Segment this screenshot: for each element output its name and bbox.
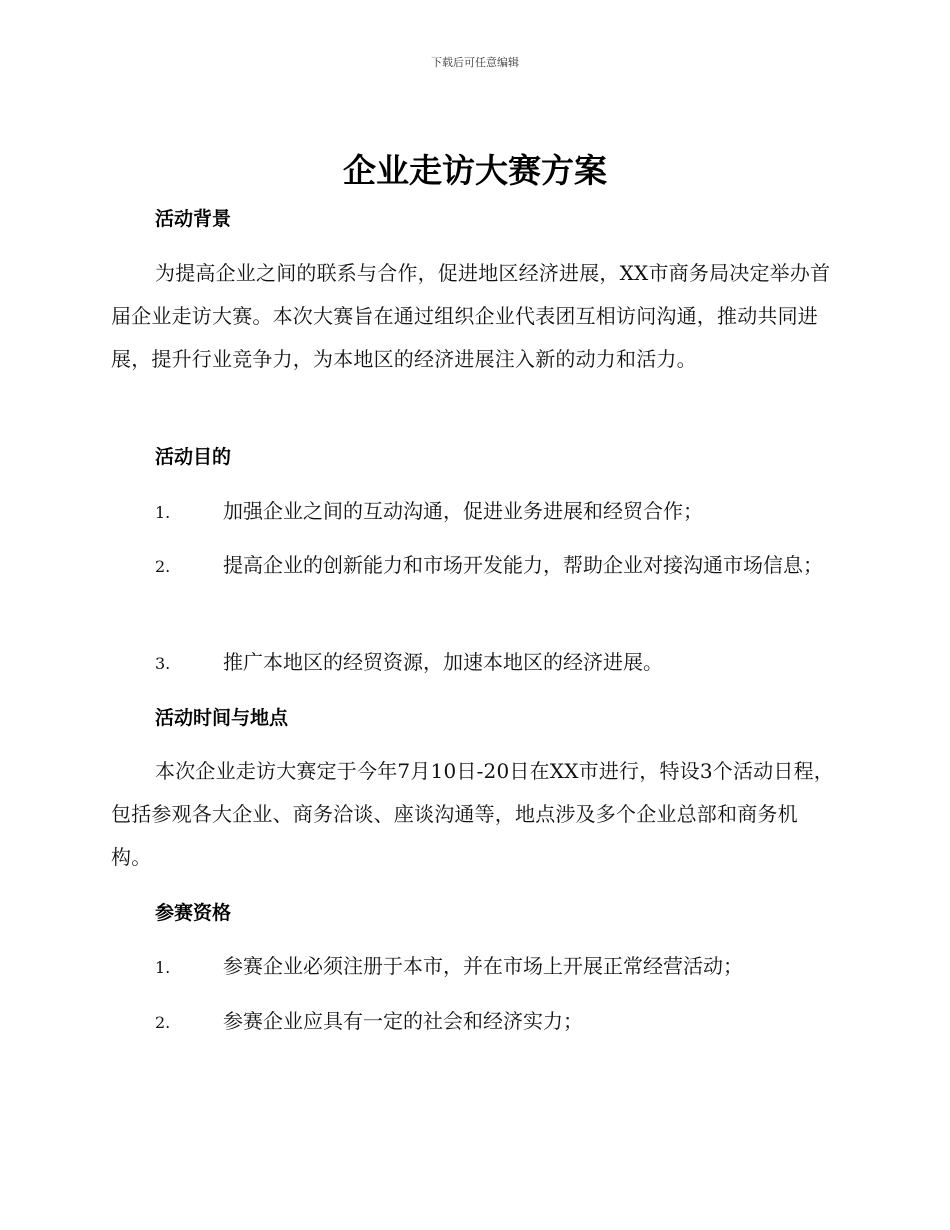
list-number: 3. [155, 654, 171, 673]
list-item-text: 参赛企业必须注册于本市，并在市场上开展正常经营活动； [223, 954, 743, 978]
list-number: 1. [155, 958, 171, 977]
list-item-text: 提高企业的创新能力和市场开发能力，帮助企业对接沟通市场信息； [223, 553, 823, 577]
list-item-text: 加强企业之间的互动沟通，促进业务进展和经贸合作； [223, 499, 703, 523]
list-number: 1. [155, 503, 171, 522]
list-number: 2. [155, 1013, 171, 1032]
page-header-note: 下载后可任意编辑 [431, 56, 519, 69]
list-item-purpose-2 [111, 544, 836, 588]
list-item-qualification-2 [111, 1000, 836, 1044]
paragraph-time-place: 本次企业走访大赛定于今年7月10日-20日在XX市进行，特设3个活动日程，包括参观各大企业、商务洽谈、座谈沟通等，地点涉及多个企业总部和商务机构。 [111, 759, 834, 869]
heading-purpose: 活动目的 [155, 446, 232, 468]
list-item-purpose-3 [111, 641, 836, 685]
paragraph-background: 为提高企业之间的联系与合作，促进地区经济进展，XX市商务局决定举办首届企业走访大赛。本次大赛旨在通过组织企业代表团互相访问沟通，推动共同进展，提升行业竞争力，为本地区的经济进展注入新的动力和活力。 [111, 261, 831, 371]
heading-qualification: 参赛资格 [155, 902, 232, 924]
heading-background: 活动背景 [155, 208, 232, 230]
heading-time-place: 活动时间与地点 [155, 707, 289, 729]
list-item-purpose-1 [111, 490, 836, 534]
list-item-text: 参赛企业应具有一定的社会和经济实力； [223, 1009, 583, 1033]
list-item-text: 推广本地区的经贸资源，加速本地区的经济进展。 [223, 650, 663, 674]
document-title: 企业走访大赛方案 [343, 151, 607, 190]
list-item-qualification-1 [111, 945, 836, 989]
list-number: 2. [155, 557, 171, 576]
